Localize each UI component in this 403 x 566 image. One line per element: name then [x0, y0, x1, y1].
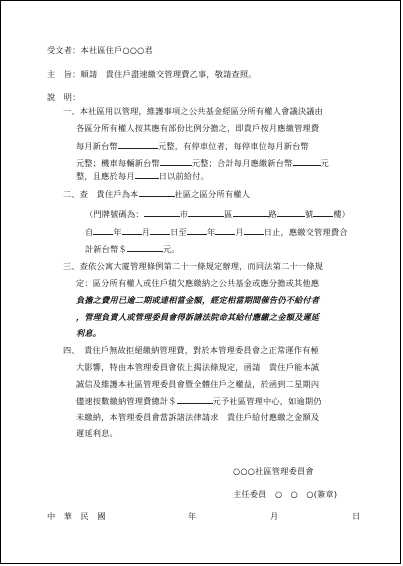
item1-line1: 一、本社區用以管理，維護事項之公共基金經區分所有權人會議決議由 [63, 106, 324, 116]
item4-line3: 誠信及維護本社區管理委員會暨全體住戶之權益，於函到二星期內 [76, 379, 320, 389]
date-month-label: 月 [270, 511, 279, 521]
item1-line2: 各區分所有權人按其應有部份比例分擔之，即貴戶按月應繳管理費 [76, 123, 320, 133]
date-era: 中 華 民 國 [47, 511, 106, 521]
item2-line3: 自 年 月 日至 年 月 日止，應繳交管理費合 [85, 227, 348, 237]
monthly-fee-blank[interactable] [118, 140, 158, 149]
to-day-blank[interactable] [244, 226, 264, 235]
total-payment-blank[interactable] [177, 395, 213, 404]
to-month-blank[interactable] [215, 226, 235, 235]
number-blank[interactable] [277, 208, 305, 217]
from-year-blank[interactable] [93, 226, 113, 235]
district-blank[interactable] [188, 208, 224, 217]
item3-line3: 負擔之費用已逾二期或達相當金額，經定相當期間催告仍不給付者 [76, 295, 320, 305]
item1-line4: 元整；機車每輛新台幣 元整；合計每月應繳新台幣 元 [76, 158, 329, 168]
from-month-blank[interactable] [122, 226, 142, 235]
chairperson-signature: 主任委員 ○ ○ ○(簽章) [233, 489, 338, 499]
item3-line2: 定：區分所有權人或住戶積欠應繳納之公共基金或應分擔或其他應 [76, 278, 320, 288]
item2-line1: 二、查 貴住戶為本 社區之區分所有權人 [63, 189, 250, 199]
to-year-blank[interactable] [187, 226, 207, 235]
item4-line4: 儘速按數繳納管理費總計＄ 元予社區管理中心，如逾期仍 [76, 396, 322, 406]
scooter-fee-blank[interactable] [160, 157, 192, 166]
arrears-amount-blank[interactable] [127, 243, 163, 252]
road-blank[interactable] [233, 208, 269, 217]
community-name-blank[interactable] [139, 188, 175, 197]
due-day-blank[interactable] [135, 170, 159, 179]
item3-line4: ，管理負責人或管理委員會得訴請法院命其給付應繳之金額及遲延 [76, 312, 320, 322]
item2-line4: 計新台幣＄ 元。 [85, 244, 180, 254]
item4-line2: 大影響，特由本管理委員會依上揭法條規定，函請 貴住戶能本誠 [76, 362, 320, 372]
item4-line1: 四、 貴住戶無故拒絕繳納管理費，對於本管理委員會之正常運作有極 [63, 345, 319, 355]
from-day-blank[interactable] [150, 226, 170, 235]
item1-line5: 整，且應於每月 日以前給付。 [76, 171, 210, 181]
recipient-line: 受文者：本社區住戶○○○君 [47, 45, 153, 55]
total-fee-blank[interactable] [293, 157, 321, 166]
committee-name: ○○○社區管理委員會 [233, 466, 314, 476]
subject-line: 主 旨：順請 貴住戶盡速繳交管理費乙事，敬請查照。 [47, 69, 257, 79]
floor-blank[interactable] [313, 208, 333, 217]
item4-line5: 未繳納，本管理委員會當訴諸法律請求 貴住戶給付應繳之金額及 [76, 412, 320, 422]
explanation-label: 說 明： [47, 92, 81, 102]
item1-line3: 每月新台幣 元整，有停車位者，每停車位每月新台幣 [76, 141, 309, 151]
item2-line2: （門牌號碼為： 市 區 路 號 樓） [85, 209, 351, 219]
item3-line5: 利息。 [76, 328, 102, 338]
date-day-label: 日 [352, 511, 361, 521]
item3-line1: 三、查依公寓大廈管理條例第二十一條規定辦理，而同法第二十一條規 [63, 261, 324, 271]
item4-line6: 遲延利息。 [76, 428, 118, 438]
city-blank[interactable] [144, 208, 180, 217]
date-year-label: 年 [188, 511, 197, 521]
